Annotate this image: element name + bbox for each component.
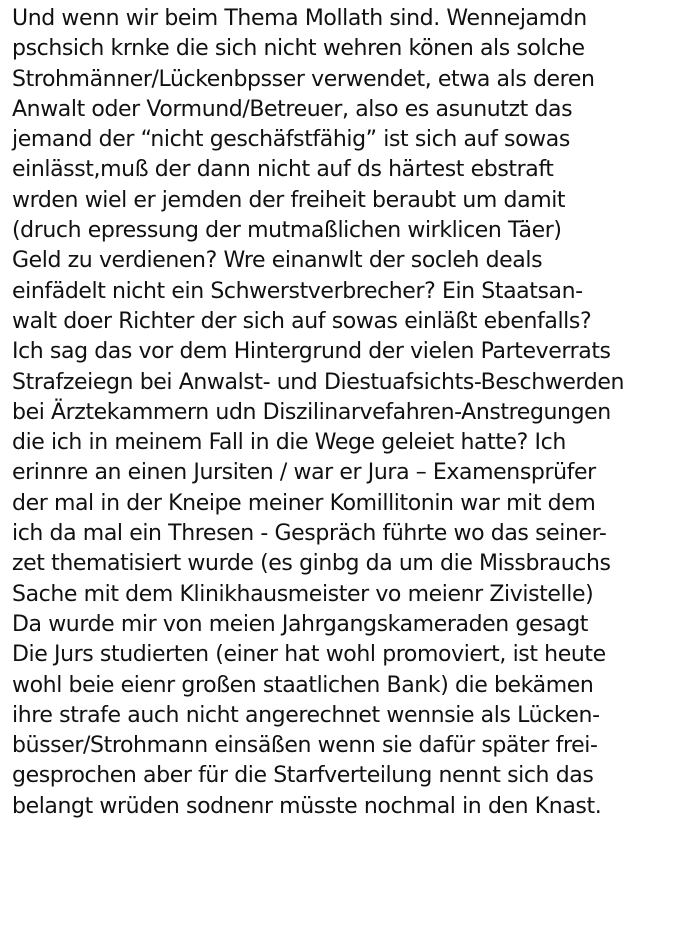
text-line-22: Die Jurs studierten (einer hat wohl promoviert, ist heute [12,642,606,668]
text-line-20: Sache mit dem Klinikhausmeister vo meienr Zivistelle) [12,581,594,607]
text-line-17: der mal in der Kneipe meiner Komillitonin war mit dem [12,490,596,516]
text-line-1: Und wenn wir beim Thema Mollath sind. Wennejamdn [12,6,587,31]
text-line-19: zet thematisiert wurde (es ginbg da um die Missbrauchs [12,551,611,577]
text-line-9: Geld zu verdienen? Wre einanwlt der socleh deals [12,248,543,274]
text-line-13: Strafzeiegn bei Anwalst- und Diestuafsichts-Beschwerden [12,369,625,395]
text-line-15: die ich in meinem Fall in die Wege geleiet hatte? Ich [12,430,566,456]
text-line-3: Strohmänner/Lückenbpsser verwendet, etwa als deren [12,66,595,92]
text-line-25: büsser/Strohmann einsäßen wenn sie dafür später frei- [12,733,598,759]
text-line-14: bei Ärztekammern udn Diszilinarvefahren-Anstregungen [12,399,611,425]
text-line-11: walt doer Richter der sich auf sowas einläßt ebenfalls? [12,308,592,334]
text-line-27: belangt wrüden sodnenr müsste nochmal in den Knast. [12,793,602,819]
document-text [12,4,680,822]
text-line-7: wrden wiel er jemden der freiheit beraubt um damit [12,187,566,213]
text-line-10: einfädelt nicht ein Schwerstverbrecher? Ein Staatsan- [12,278,583,304]
text-line-26: gesprochen aber für die Starfverteilung nennt sich das [12,763,594,789]
text-line-18: ich da mal ein Thresen - Gespräch führte wo das seiner- [12,521,607,547]
text-line-2: pschsich krnke die sich nicht wehren könen als solche [12,36,585,62]
text-line-24: ihre strafe auch nicht angerechnet wennsie als Lücken- [12,702,600,728]
text-line-23: wohl beie eienr großen staatlichen Bank) die bekämen [12,672,594,698]
text-line-5: jemand der “nicht geschäfstfähig” ist sich auf sowas [12,127,570,153]
text-line-4: Anwalt oder Vormund/Betreuer, also es asunutzt das [12,96,573,122]
text-line-16: erinnre an einen Jursiten / war er Jura – Examensprüfer [12,460,596,486]
text-line-12: Ich sag das vor dem Hintergrund der vielen Parteverrats [12,339,611,365]
text-line-8: (druch epressung der mutmaßlichen wirklicen Täer) [12,218,562,244]
text-line-21: Da wurde mir von meien Jahrgangskameraden gesagt [12,611,589,637]
text-line-6: einlässt,muß der dann nicht auf ds härtest ebstraft [12,157,554,183]
